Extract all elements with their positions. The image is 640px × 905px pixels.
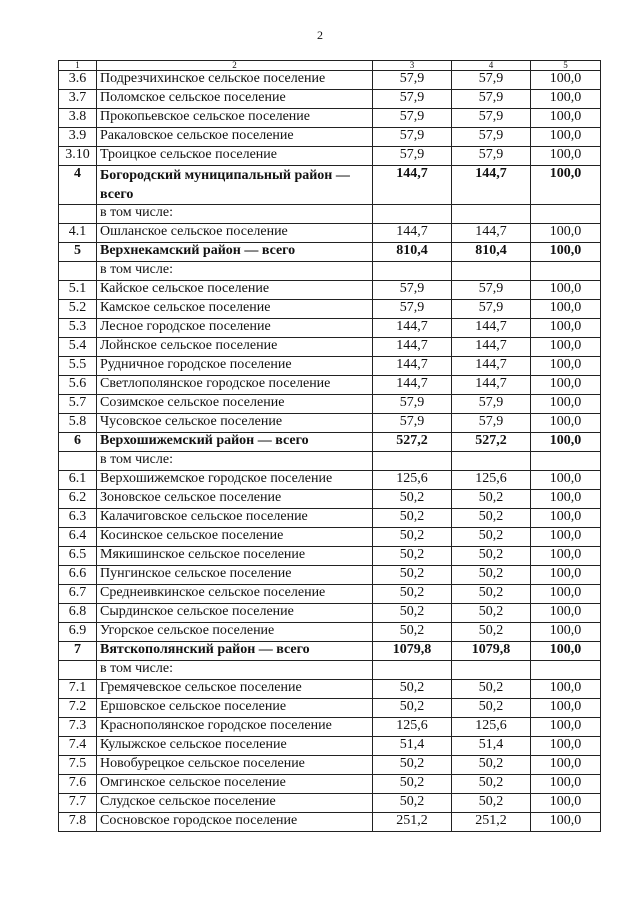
table-row — [59, 585, 601, 604]
row-number-cell: 5.4 — [59, 338, 97, 357]
value-col4-cell: 57,9 — [452, 71, 531, 90]
value-col5-cell — [531, 661, 601, 680]
value-col4-cell: 251,2 — [452, 813, 531, 832]
value-col5-cell: 100,0 — [531, 718, 601, 737]
value-col3-cell: 1079,8 — [373, 642, 452, 661]
row-name-cell: Кайское сельское поселение — [97, 281, 373, 300]
table-row — [59, 680, 601, 699]
table-row-total — [59, 433, 601, 452]
row-name-cell: в том числе: — [97, 452, 373, 471]
value-col5-cell: 100,0 — [531, 281, 601, 300]
value-col4-cell — [452, 262, 531, 281]
row-name-cell: Верхошижемский район — всего — [97, 433, 373, 452]
value-col5-cell: 100,0 — [531, 490, 601, 509]
row-name-cell: Чусовское сельское поселение — [97, 414, 373, 433]
value-col4-cell: 144,7 — [452, 166, 531, 205]
value-col3-cell: 57,9 — [373, 281, 452, 300]
row-number-cell: 6 — [59, 433, 97, 452]
value-col3-cell — [373, 452, 452, 471]
value-col5-cell: 100,0 — [531, 357, 601, 376]
value-col4-cell: 57,9 — [452, 109, 531, 128]
value-col3-cell: 125,6 — [373, 471, 452, 490]
value-col3-cell: 57,9 — [373, 414, 452, 433]
row-number-cell: 6.4 — [59, 528, 97, 547]
value-col4-cell — [452, 205, 531, 224]
row-number-cell: 7.4 — [59, 737, 97, 756]
value-col4-cell: 144,7 — [452, 338, 531, 357]
value-col3-cell — [373, 262, 452, 281]
row-number-cell: 5.1 — [59, 281, 97, 300]
table-row — [59, 623, 601, 642]
value-col3-cell: 50,2 — [373, 794, 452, 813]
value-col3-cell: 50,2 — [373, 490, 452, 509]
value-col3-cell: 144,7 — [373, 166, 452, 205]
row-number-cell: 4.1 — [59, 224, 97, 243]
value-col5-cell: 100,0 — [531, 642, 601, 661]
row-name-cell: Косинское сельское поселение — [97, 528, 373, 547]
table-row — [59, 509, 601, 528]
value-col5-cell: 100,0 — [531, 794, 601, 813]
row-number-cell: 5.3 — [59, 319, 97, 338]
row-number-cell: 7.5 — [59, 756, 97, 775]
value-col4-cell: 50,2 — [452, 680, 531, 699]
row-number-cell: 6.5 — [59, 547, 97, 566]
row-number-cell: 5.7 — [59, 395, 97, 414]
row-name-cell: Слудское сельское поселение — [97, 794, 373, 813]
value-col3-cell: 144,7 — [373, 376, 452, 395]
table-row-total — [59, 642, 601, 661]
value-col5-cell: 100,0 — [531, 756, 601, 775]
value-col3-cell: 57,9 — [373, 90, 452, 109]
value-col3-cell: 125,6 — [373, 718, 452, 737]
table-row — [59, 395, 601, 414]
value-col5-cell: 100,0 — [531, 623, 601, 642]
table-row — [59, 528, 601, 547]
row-number-cell: 7.6 — [59, 775, 97, 794]
value-col4-cell: 50,2 — [452, 699, 531, 718]
value-col4-cell: 50,2 — [452, 756, 531, 775]
table-body — [59, 61, 601, 832]
column-number-cell: 3 — [373, 61, 452, 71]
value-col3-cell: 57,9 — [373, 109, 452, 128]
table-row — [59, 794, 601, 813]
value-col3-cell: 50,2 — [373, 547, 452, 566]
value-col5-cell — [531, 205, 601, 224]
table-row — [59, 661, 601, 680]
value-col4-cell: 50,2 — [452, 490, 531, 509]
table-row — [59, 376, 601, 395]
value-col4-cell: 57,9 — [452, 147, 531, 166]
value-col4-cell: 527,2 — [452, 433, 531, 452]
table-row — [59, 128, 601, 147]
row-name-cell: Гремячевское сельское поселение — [97, 680, 373, 699]
row-number-cell: 3.7 — [59, 90, 97, 109]
table-row-total — [59, 166, 601, 205]
row-number-cell: 7 — [59, 642, 97, 661]
value-col5-cell: 100,0 — [531, 433, 601, 452]
value-col3-cell: 50,2 — [373, 585, 452, 604]
value-col5-cell: 100,0 — [531, 90, 601, 109]
row-name-cell: Ершовское сельское поселение — [97, 699, 373, 718]
data-table — [58, 60, 601, 832]
value-col5-cell: 100,0 — [531, 737, 601, 756]
column-number-cell: 5 — [531, 61, 601, 71]
value-col5-cell: 100,0 — [531, 585, 601, 604]
row-name-cell: Калачиговское сельское поселение — [97, 509, 373, 528]
row-number-cell: 5.8 — [59, 414, 97, 433]
value-col4-cell: 50,2 — [452, 528, 531, 547]
table-row-total — [59, 243, 601, 262]
value-col4-cell: 50,2 — [452, 794, 531, 813]
column-number-cell: 1 — [59, 61, 97, 71]
value-col3-cell — [373, 661, 452, 680]
row-name-cell: Среднеивкинское сельское поселение — [97, 585, 373, 604]
value-col3-cell: 50,2 — [373, 680, 452, 699]
row-number-cell: 6.8 — [59, 604, 97, 623]
row-name-cell: Светлополянское городское поселение — [97, 376, 373, 395]
row-number-cell: 3.6 — [59, 71, 97, 90]
row-name-cell: Новобурецкое сельское поселение — [97, 756, 373, 775]
value-col5-cell: 100,0 — [531, 338, 601, 357]
value-col5-cell: 100,0 — [531, 471, 601, 490]
value-col4-cell: 57,9 — [452, 300, 531, 319]
value-col4-cell: 57,9 — [452, 128, 531, 147]
table-row — [59, 547, 601, 566]
value-col4-cell: 125,6 — [452, 718, 531, 737]
row-name-cell: Лесное городское поселение — [97, 319, 373, 338]
row-name-cell: в том числе: — [97, 661, 373, 680]
value-col3-cell: 144,7 — [373, 357, 452, 376]
row-name-cell: Сосновское городское поселение — [97, 813, 373, 832]
table-row — [59, 357, 601, 376]
value-col5-cell: 100,0 — [531, 166, 601, 205]
table-row — [59, 90, 601, 109]
row-name-cell: Зоновское сельское поселение — [97, 490, 373, 509]
row-name-cell: Пунгинское сельское поселение — [97, 566, 373, 585]
table-row — [59, 147, 601, 166]
row-name-cell: Поломское сельское поселение — [97, 90, 373, 109]
value-col4-cell: 50,2 — [452, 566, 531, 585]
row-name-cell: Верхошижемское городское поселение — [97, 471, 373, 490]
value-col5-cell: 100,0 — [531, 566, 601, 585]
row-name-cell: Верхнекамский район — всего — [97, 243, 373, 262]
value-col4-cell: 144,7 — [452, 319, 531, 338]
row-number-cell: 5 — [59, 243, 97, 262]
value-col5-cell: 100,0 — [531, 376, 601, 395]
row-number-cell: 6.2 — [59, 490, 97, 509]
row-name-cell: Лойнское сельское поселение — [97, 338, 373, 357]
table-row — [59, 775, 601, 794]
row-number-cell: 6.6 — [59, 566, 97, 585]
row-number-cell: 6.7 — [59, 585, 97, 604]
value-col3-cell: 57,9 — [373, 128, 452, 147]
table-row — [59, 338, 601, 357]
value-col3-cell: 810,4 — [373, 243, 452, 262]
row-number-cell: 7.1 — [59, 680, 97, 699]
row-name-cell: Вятскополянский район — всего — [97, 642, 373, 661]
value-col5-cell: 100,0 — [531, 528, 601, 547]
table-row — [59, 452, 601, 471]
row-number-cell — [59, 661, 97, 680]
value-col5-cell: 100,0 — [531, 680, 601, 699]
value-col3-cell: 50,2 — [373, 604, 452, 623]
value-col4-cell: 1079,8 — [452, 642, 531, 661]
row-name-cell: Камское сельское поселение — [97, 300, 373, 319]
value-col4-cell: 50,2 — [452, 604, 531, 623]
value-col3-cell: 50,2 — [373, 756, 452, 775]
value-col5-cell: 100,0 — [531, 71, 601, 90]
row-number-cell: 4 — [59, 166, 97, 205]
value-col5-cell: 100,0 — [531, 509, 601, 528]
row-number-cell: 7.3 — [59, 718, 97, 737]
column-number-cell: 4 — [452, 61, 531, 71]
table-row — [59, 737, 601, 756]
value-col5-cell — [531, 262, 601, 281]
row-number-cell: 3.10 — [59, 147, 97, 166]
table-row — [59, 756, 601, 775]
row-name-cell: Богородский муниципальный район — всего — [97, 166, 373, 205]
value-col5-cell: 100,0 — [531, 813, 601, 832]
column-number-cell: 2 — [97, 61, 373, 71]
value-col4-cell: 810,4 — [452, 243, 531, 262]
value-col3-cell: 251,2 — [373, 813, 452, 832]
value-col5-cell: 100,0 — [531, 547, 601, 566]
table-row — [59, 109, 601, 128]
value-col3-cell: 57,9 — [373, 395, 452, 414]
row-name-cell: Омгинское сельское поселение — [97, 775, 373, 794]
table-row — [59, 604, 601, 623]
table-row — [59, 471, 601, 490]
table-row — [59, 699, 601, 718]
value-col4-cell: 50,2 — [452, 547, 531, 566]
row-name-cell: в том числе: — [97, 262, 373, 281]
value-col4-cell: 125,6 — [452, 471, 531, 490]
row-number-cell: 5.5 — [59, 357, 97, 376]
value-col4-cell: 144,7 — [452, 224, 531, 243]
row-name-cell: Троицкое сельское поселение — [97, 147, 373, 166]
value-col5-cell: 100,0 — [531, 128, 601, 147]
value-col3-cell: 50,2 — [373, 566, 452, 585]
row-number-cell — [59, 262, 97, 281]
table-row — [59, 205, 601, 224]
value-col3-cell: 144,7 — [373, 224, 452, 243]
row-name-cell: Кулыжское сельское поселение — [97, 737, 373, 756]
value-col3-cell: 57,9 — [373, 147, 452, 166]
row-name-cell: Краснополянское городское поселение — [97, 718, 373, 737]
row-name-cell: Подрезчихинское сельское поселение — [97, 71, 373, 90]
row-number-cell: 6.9 — [59, 623, 97, 642]
value-col3-cell: 50,2 — [373, 623, 452, 642]
value-col5-cell: 100,0 — [531, 395, 601, 414]
row-number-cell: 7.7 — [59, 794, 97, 813]
table-row — [59, 718, 601, 737]
row-name-cell: Ошланское сельское поселение — [97, 224, 373, 243]
value-col4-cell: 144,7 — [452, 376, 531, 395]
table-row — [59, 71, 601, 90]
value-col3-cell: 50,2 — [373, 509, 452, 528]
value-col4-cell: 50,2 — [452, 623, 531, 642]
table-row — [59, 813, 601, 832]
row-name-cell: Рудничное городское поселение — [97, 357, 373, 376]
row-number-cell: 5.6 — [59, 376, 97, 395]
table-row — [59, 490, 601, 509]
row-name-cell: Сырдинское сельское поселение — [97, 604, 373, 623]
value-col5-cell: 100,0 — [531, 414, 601, 433]
value-col5-cell: 100,0 — [531, 243, 601, 262]
row-number-cell — [59, 205, 97, 224]
page-number: 2 — [317, 28, 323, 42]
row-number-cell: 7.2 — [59, 699, 97, 718]
row-name-cell: Созимское сельское поселение — [97, 395, 373, 414]
value-col3-cell — [373, 205, 452, 224]
value-col3-cell: 144,7 — [373, 338, 452, 357]
value-col4-cell: 50,2 — [452, 585, 531, 604]
row-number-cell — [59, 452, 97, 471]
table-row — [59, 414, 601, 433]
value-col4-cell: 50,2 — [452, 775, 531, 794]
table-row — [59, 281, 601, 300]
row-number-cell: 6.1 — [59, 471, 97, 490]
value-col4-cell: 144,7 — [452, 357, 531, 376]
value-col3-cell: 57,9 — [373, 71, 452, 90]
table-row — [59, 224, 601, 243]
value-col4-cell: 57,9 — [452, 414, 531, 433]
value-col3-cell: 51,4 — [373, 737, 452, 756]
row-name-cell: Прокопьевское сельское поселение — [97, 109, 373, 128]
value-col5-cell: 100,0 — [531, 224, 601, 243]
value-col5-cell: 100,0 — [531, 109, 601, 128]
row-number-cell: 5.2 — [59, 300, 97, 319]
table-row — [59, 300, 601, 319]
value-col3-cell: 50,2 — [373, 528, 452, 547]
value-col3-cell: 57,9 — [373, 300, 452, 319]
value-col4-cell: 57,9 — [452, 90, 531, 109]
table-row — [59, 262, 601, 281]
row-number-cell: 7.8 — [59, 813, 97, 832]
row-name-cell: Угорское сельское поселение — [97, 623, 373, 642]
value-col4-cell: 51,4 — [452, 737, 531, 756]
value-col3-cell: 527,2 — [373, 433, 452, 452]
column-number-row — [59, 61, 601, 71]
row-name-cell: в том числе: — [97, 205, 373, 224]
value-col4-cell: 57,9 — [452, 281, 531, 300]
row-name-cell: Мякишинское сельское поселение — [97, 547, 373, 566]
row-name-cell: Ракаловское сельское поселение — [97, 128, 373, 147]
row-number-cell: 3.9 — [59, 128, 97, 147]
value-col4-cell: 50,2 — [452, 509, 531, 528]
value-col5-cell: 100,0 — [531, 300, 601, 319]
row-number-cell: 3.8 — [59, 109, 97, 128]
value-col4-cell — [452, 661, 531, 680]
value-col3-cell: 50,2 — [373, 699, 452, 718]
value-col5-cell: 100,0 — [531, 147, 601, 166]
value-col5-cell: 100,0 — [531, 604, 601, 623]
value-col3-cell: 144,7 — [373, 319, 452, 338]
table-row — [59, 319, 601, 338]
value-col5-cell: 100,0 — [531, 699, 601, 718]
row-number-cell: 6.3 — [59, 509, 97, 528]
value-col5-cell — [531, 452, 601, 471]
value-col5-cell: 100,0 — [531, 319, 601, 338]
value-col4-cell — [452, 452, 531, 471]
table-row — [59, 566, 601, 585]
value-col4-cell: 57,9 — [452, 395, 531, 414]
value-col5-cell: 100,0 — [531, 775, 601, 794]
value-col3-cell: 50,2 — [373, 775, 452, 794]
